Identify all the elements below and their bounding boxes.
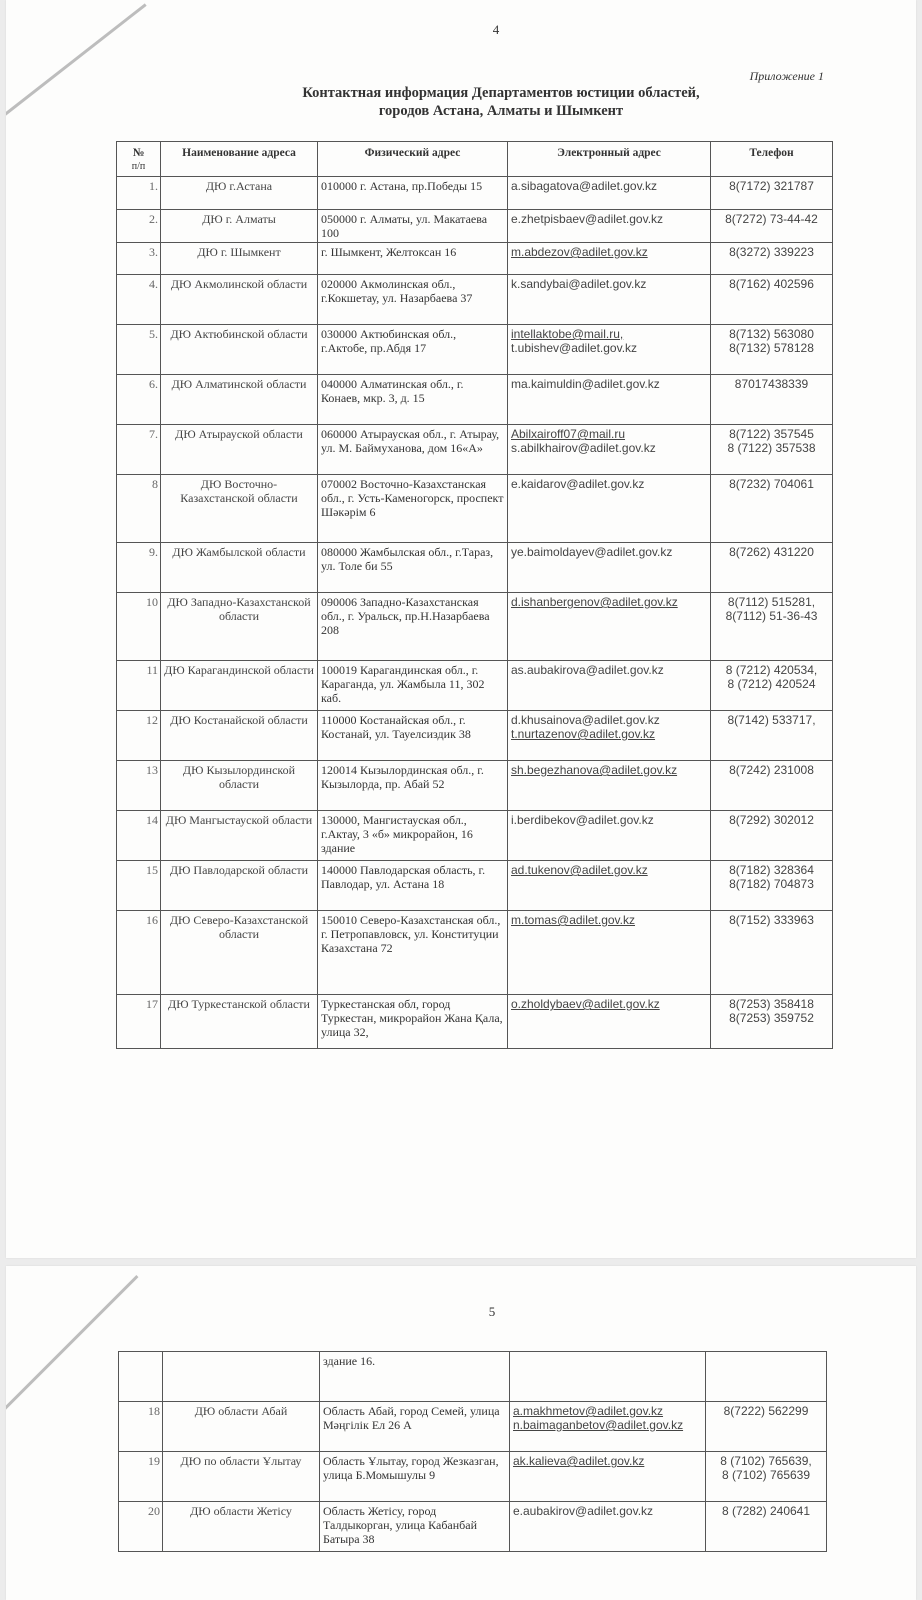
- physical-address: 040000 Алматинская обл., г. Конаев, мкр. 3, д. 15: [318, 375, 508, 425]
- email-cell: [508, 661, 711, 711]
- header-num: № п/п: [117, 142, 161, 177]
- phone-number: 8(7262) 431220: [729, 545, 814, 559]
- row-number: 11: [117, 661, 161, 711]
- phone-cell: [711, 661, 833, 711]
- row-number: 18: [119, 1402, 163, 1452]
- department-name: ДЮ Западно-Казахстанской области: [161, 593, 318, 661]
- table-row: [117, 911, 833, 995]
- email-cell: [508, 425, 711, 475]
- email-link[interactable]: t.nurtazenov@adilet.gov.kz: [511, 727, 656, 741]
- physical-address: 150010 Северо-Казахстанская обл., г. Петропавловск, ул. Конституции Казахстана 72: [318, 911, 508, 995]
- phone-cell: [711, 210, 833, 243]
- phone-cell: [711, 593, 833, 661]
- phone-cell: [711, 425, 833, 475]
- phone-cell: [706, 1402, 827, 1452]
- physical-address: 100019 Карагандинская обл., г. Караганда, ул. Жамбыла 11, 302 каб.: [318, 661, 508, 711]
- phone-cell: [711, 375, 833, 425]
- table-row: [117, 593, 833, 661]
- physical-address: Туркестанская обл, город Туркестан, микрорайон Жана Қала, улица 32,: [318, 995, 508, 1049]
- phone-number: 8(7272) 73-44-42: [725, 212, 818, 226]
- header-email: Электронный адрес: [508, 142, 711, 177]
- physical-address: г. Шымкент, Желтоксан 16: [318, 243, 508, 275]
- phone-number: 8(7182) 704873: [729, 877, 814, 891]
- physical-address: 060000 Атырауская обл., г. Атырау, ул. М. Баймуханова, дом 16«А»: [318, 425, 508, 475]
- email-cell: [510, 1502, 706, 1552]
- email-link[interactable]: e.aubakirov@adilet.gov.kz: [513, 1504, 654, 1518]
- row-number: 3.: [117, 243, 161, 275]
- email-link[interactable]: a.makhmetov@adilet.gov.kz: [513, 1404, 664, 1418]
- department-name: ДЮ г. Алматы: [161, 210, 318, 243]
- phone-number: 8 (7212) 420534,: [725, 663, 818, 677]
- email-link[interactable]: as.aubakirova@adilet.gov.kz: [511, 663, 664, 677]
- email-link[interactable]: sh.begezhanova@adilet.gov.kz: [511, 763, 678, 777]
- page-number: 5: [488, 1304, 496, 1319]
- phone-number: 8(7182) 328364: [729, 863, 814, 877]
- phone-number: 8(7253) 359752: [729, 1011, 814, 1025]
- email-link[interactable]: t.ubishev@adilet.gov.kz: [511, 341, 638, 355]
- email-link[interactable]: s.abilkhairov@adilet.gov.kz: [511, 441, 656, 455]
- email-cell: [508, 375, 711, 425]
- email-link[interactable]: ad.tukenov@adilet.gov.kz: [511, 863, 648, 877]
- email-link[interactable]: i.berdibekov@adilet.gov.kz: [511, 813, 654, 827]
- phone-cell: [711, 761, 833, 811]
- department-name: ДЮ Кызылординской области: [161, 761, 318, 811]
- phone-cell: [706, 1452, 827, 1502]
- row-number: 9.: [117, 543, 161, 593]
- table-row: [117, 177, 833, 210]
- row-number: 7.: [117, 425, 161, 475]
- email-cell: [508, 995, 711, 1049]
- phone-number: 8(7152) 333963: [729, 913, 814, 927]
- physical-address: 020000 Акмолинская обл., г.Кокшетау, ул. Назарбаева 37: [318, 275, 508, 325]
- email-link[interactable]: e.zhetpisbaev@adilet.gov.kz: [511, 212, 664, 226]
- email-link[interactable]: d.ishanbergenov@adilet.gov.kz: [511, 595, 678, 609]
- phone-number: 8(7242) 231008: [729, 763, 814, 777]
- row-number: 20: [119, 1502, 163, 1552]
- email-link[interactable]: ma.kaimuldin@adilet.gov.kz: [511, 377, 660, 391]
- header-phone: Телефон: [711, 142, 833, 177]
- department-name: ДЮ Карагандинской области: [161, 661, 318, 711]
- table-row: [117, 761, 833, 811]
- appendix-label: Приложение 1: [749, 69, 824, 83]
- email-cell: [508, 325, 711, 375]
- header-name: Наименование адреса: [161, 142, 318, 177]
- phone-cell: [711, 243, 833, 275]
- physical-address: 110000 Костанайская обл., г. Костанай, ул. Тауелсиздик 38: [318, 711, 508, 761]
- email-cell: [508, 275, 711, 325]
- contacts-table: [116, 141, 833, 1049]
- phone-cell: [711, 861, 833, 911]
- table-header-row: [117, 142, 833, 177]
- phone-number: 8 (7122) 357538: [727, 441, 816, 455]
- phone-number: 8(7292) 302012: [729, 813, 814, 827]
- phone-number: 8 (7102) 765639,: [720, 1454, 812, 1468]
- table-row: [117, 861, 833, 911]
- phone-number: 8 (7282) 240641: [721, 1504, 811, 1518]
- phone-number: 8(7222) 562299: [723, 1404, 809, 1418]
- phone-number: 8(7142) 533717,: [727, 713, 816, 727]
- row-number: [119, 1352, 163, 1402]
- phone-cell: [711, 811, 833, 861]
- title-line-1: Контактная информация Департаментов юстиции областей,: [302, 85, 700, 101]
- department-name: ДЮ области Абай: [163, 1402, 320, 1452]
- row-number: 8: [117, 475, 161, 543]
- table-row: [117, 811, 833, 861]
- phone-cell: [711, 995, 833, 1049]
- phone-number: 8(7132) 578128: [729, 341, 814, 355]
- table-row: [117, 325, 833, 375]
- department-name: ДЮ Жамбылской области: [161, 543, 318, 593]
- phone-cell: [706, 1502, 827, 1552]
- email-cell: [508, 543, 711, 593]
- email-cell: [510, 1402, 706, 1452]
- department-name: ДЮ Туркестанской области: [161, 995, 318, 1049]
- physical-address: 030000 Актюбинская обл., г.Актобе, пр.Абдя 17: [318, 325, 508, 375]
- phone-number: 8(3272) 339223: [729, 245, 814, 259]
- row-number: 6.: [117, 375, 161, 425]
- table-row: [119, 1352, 827, 1402]
- department-name: ДЮ Костанайской области: [161, 711, 318, 761]
- document-page-5: [6, 1266, 916, 1600]
- phone-number: 8 (7212) 420524: [727, 677, 816, 691]
- table-row: [117, 661, 833, 711]
- physical-address: Область Абай, город Семей, улица Мәңгілік Ел 26 А: [320, 1402, 510, 1452]
- table-row: [117, 543, 833, 593]
- physical-address: 120014 Кызылординская обл., г. Кызылорда, пр. Абай 52: [318, 761, 508, 811]
- table-row: [117, 275, 833, 325]
- row-number: 10: [117, 593, 161, 661]
- department-name: ДЮ Актюбинской области: [161, 325, 318, 375]
- email-cell: [508, 210, 711, 243]
- physical-address: Область Ұлытау, город Жезказган, улица Б.Момышулы 9: [320, 1452, 510, 1502]
- row-number: 17: [117, 995, 161, 1049]
- phone-cell: [706, 1352, 827, 1402]
- physical-address: 050000 г. Алматы, ул. Макатаева 100: [318, 210, 508, 243]
- email-cell: [508, 811, 711, 861]
- phone-number: 8(7172) 321787: [729, 179, 814, 193]
- department-name: [163, 1352, 320, 1402]
- phone-cell: [711, 275, 833, 325]
- physical-address: 070002 Восточно-Казахстанская обл., г. Усть-Каменогорск, проспект Шәкәрім 6: [318, 475, 508, 543]
- email-link[interactable]: ak.kalieva@adilet.gov.kz: [513, 1454, 645, 1468]
- email-link[interactable]: o.zholdybaev@adilet.gov.kz: [511, 997, 660, 1011]
- department-name: ДЮ по области Ұлытау: [163, 1452, 320, 1502]
- phone-number: 8(7132) 563080: [729, 327, 814, 341]
- row-number: 4.: [117, 275, 161, 325]
- email-cell: [510, 1352, 706, 1402]
- phone-cell: [711, 543, 833, 593]
- department-name: ДЮ Северо-Казахстанской области: [161, 911, 318, 995]
- table-row: [117, 210, 833, 243]
- phone-number: 87017438339: [734, 377, 809, 391]
- email-link[interactable]: m.tomas@adilet.gov.kz: [511, 913, 636, 927]
- row-number: 16: [117, 911, 161, 995]
- email-link[interactable]: e.kaidarov@adilet.gov.kz: [511, 477, 645, 491]
- department-name: ДЮ г. Шымкент: [161, 243, 318, 275]
- page-title: [176, 84, 826, 120]
- email-cell: [510, 1452, 706, 1502]
- department-name: ДЮ Атырауской области: [161, 425, 318, 475]
- email-link[interactable]: ye.baimoldayev@adilet.gov.kz: [511, 545, 673, 559]
- table-row: [117, 243, 833, 275]
- phone-number: 8(7122) 357545: [729, 427, 814, 441]
- email-cell: [508, 861, 711, 911]
- phone-number: 8(7232) 704061: [729, 477, 814, 491]
- physical-address: Область Жетісу, город Талдыкорган, улица Кабанбай Батыра 38: [320, 1502, 510, 1552]
- row-number: 13: [117, 761, 161, 811]
- department-name: ДЮ области Жетісу: [163, 1502, 320, 1552]
- department-name: ДЮ Мангыстауской области: [161, 811, 318, 861]
- department-name: ДЮ Восточно-Казахстанской области: [161, 475, 318, 543]
- row-number: 5.: [117, 325, 161, 375]
- table-row: [117, 995, 833, 1049]
- row-number: 2.: [117, 210, 161, 243]
- department-name: ДЮ Павлодарской области: [161, 861, 318, 911]
- physical-address: здание 16.: [320, 1352, 510, 1402]
- phone-number: 8(7112) 515281,: [727, 595, 816, 609]
- email-link[interactable]: m.abdezov@adilet.gov.kz: [511, 245, 648, 259]
- row-number: 12: [117, 711, 161, 761]
- physical-address: 140000 Павлодарская область, г. Павлодар, ул. Астана 18: [318, 861, 508, 911]
- row-number: 19: [119, 1452, 163, 1502]
- email-link[interactable]: n.baimaganbetov@adilet.gov.kz: [513, 1418, 684, 1432]
- table-row: [119, 1502, 827, 1552]
- header-address: Физический адрес: [318, 142, 508, 177]
- physical-address: 010000 г. Астана, пр.Победы 15: [318, 177, 508, 210]
- phone-cell: [711, 911, 833, 995]
- email-link[interactable]: Abilxairoff07@mail.ru: [511, 427, 626, 441]
- row-number: 1.: [117, 177, 161, 210]
- contacts-table-continued: [118, 1351, 827, 1552]
- department-name: ДЮ Алматинской области: [161, 375, 318, 425]
- email-link[interactable]: d.khusainova@adilet.gov.kz: [511, 713, 660, 727]
- department-name: ДЮ Акмолинской области: [161, 275, 318, 325]
- phone-cell: [711, 325, 833, 375]
- email-link[interactable]: intellaktobe@mail.ru,: [511, 327, 624, 341]
- physical-address: 090006 Западно-Казахстанская обл., г. Уральск, пр.Н.Назарбаева 208: [318, 593, 508, 661]
- email-cell: [508, 243, 711, 275]
- phone-number: 8(7253) 358418: [729, 997, 814, 1011]
- table-row: [117, 711, 833, 761]
- row-number: 14: [117, 811, 161, 861]
- email-link[interactable]: k.sandybai@adilet.gov.kz: [511, 277, 647, 291]
- phone-cell: [711, 475, 833, 543]
- department-name: ДЮ г.Астана: [161, 177, 318, 210]
- scan-mark: [6, 3, 147, 122]
- email-cell: [508, 711, 711, 761]
- email-cell: [508, 475, 711, 543]
- email-link[interactable]: a.sibagatova@adilet.gov.kz: [511, 179, 658, 193]
- table-row: [119, 1452, 827, 1502]
- row-number: 15: [117, 861, 161, 911]
- table-row: [119, 1402, 827, 1452]
- email-cell: [508, 761, 711, 811]
- table-row: [117, 425, 833, 475]
- email-cell: [508, 177, 711, 210]
- phone-number: 8(7162) 402596: [729, 277, 814, 291]
- phone-number: 8 (7102) 765639: [721, 1468, 811, 1482]
- physical-address: 130000, Мангистауская обл., г.Актау, 3 «б» микрорайон, 16 здание: [318, 811, 508, 861]
- title-line-2: городов Астана, Алматы и Шымкент: [378, 103, 624, 119]
- document-page-4: [6, 0, 916, 1258]
- phone-cell: [711, 711, 833, 761]
- phone-number: 8(7112) 51-36-43: [725, 609, 818, 623]
- physical-address: 080000 Жамбылская обл., г.Тараз, ул. Толе би 55: [318, 543, 508, 593]
- table-row: [117, 475, 833, 543]
- page-number: 4: [492, 22, 500, 37]
- table-row: [117, 375, 833, 425]
- phone-cell: [711, 177, 833, 210]
- email-cell: [508, 593, 711, 661]
- email-cell: [508, 911, 711, 995]
